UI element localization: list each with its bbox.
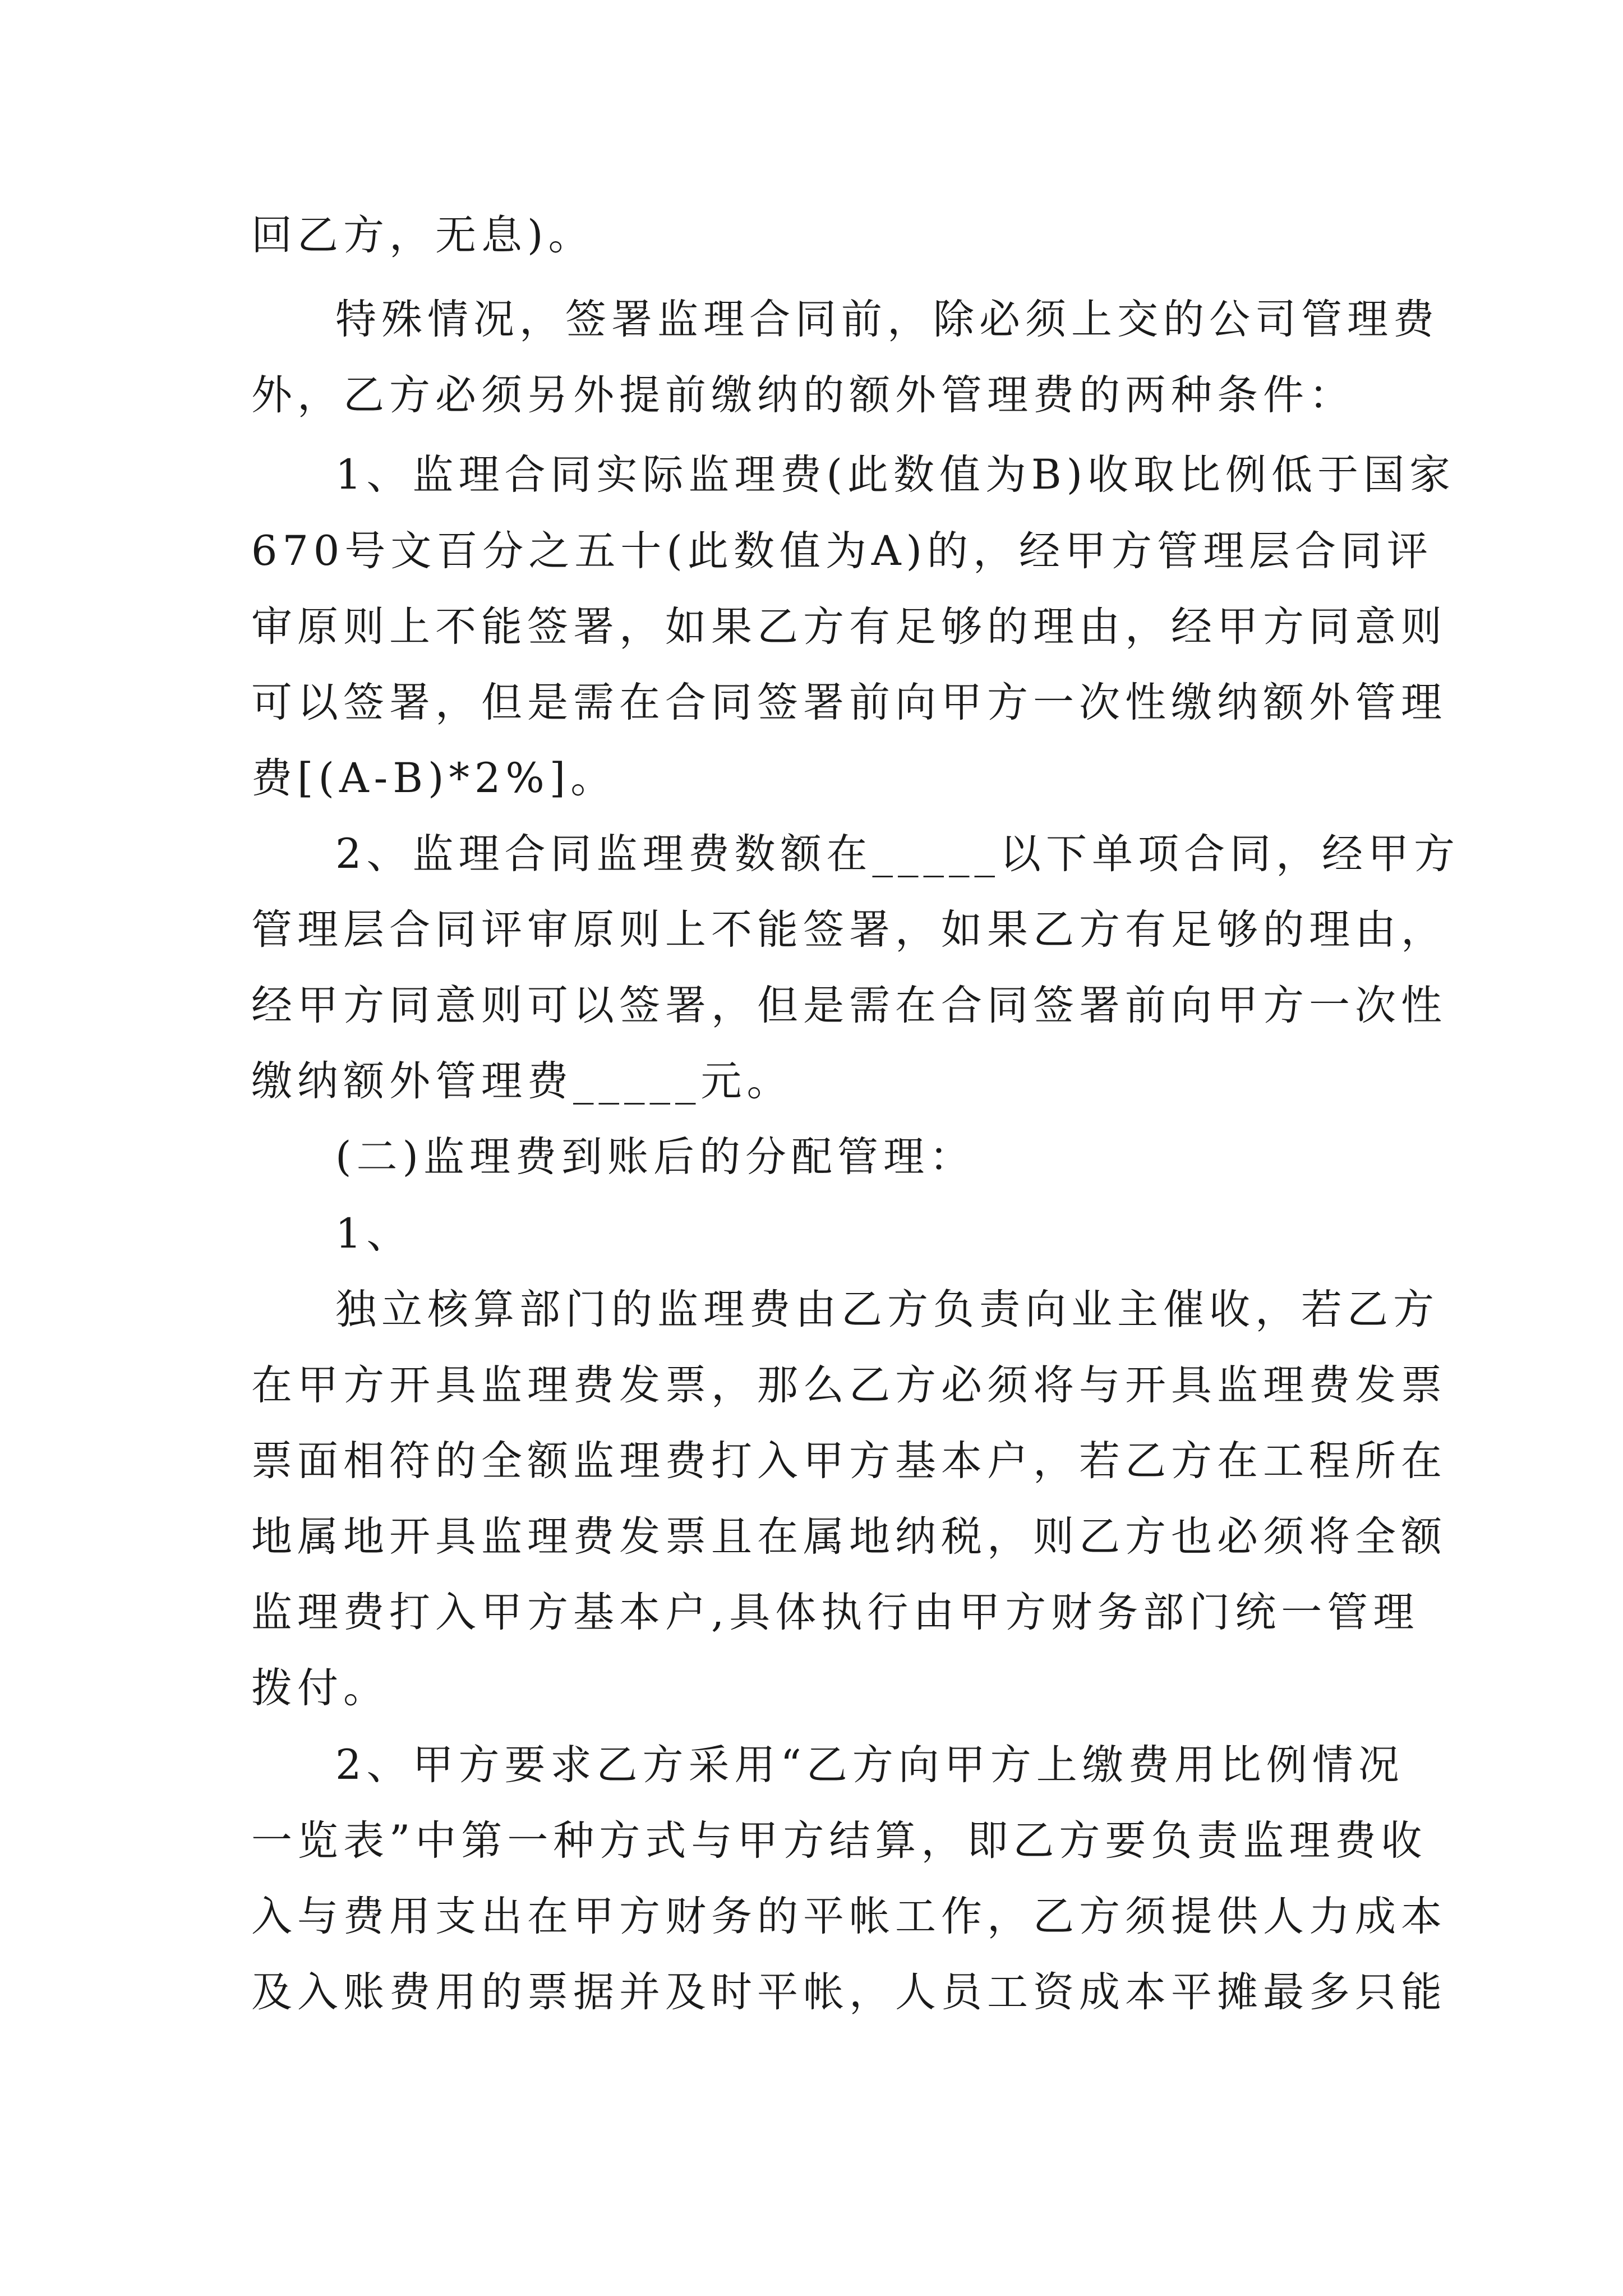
text-line: 监理费打入甲方基本户,具体执行由甲方财务部门统一管理 <box>251 1589 1419 1636</box>
text-line: 可以签署，但是需在合同签署前向甲方一次性缴纳额外管理 <box>251 679 1447 726</box>
text-line: 在甲方开具监理费发票，那么乙方必须将与开具监理费发票 <box>251 1361 1447 1409</box>
text-line: 670号文百分之五十(此数值为A)的，经甲方管理层合同评 <box>251 527 1433 575</box>
text-line: 独立核算部门的监理费由乙方负责向业主催收，若乙方 <box>335 1286 1439 1333</box>
text-line: 特殊情况，签署监理合同前，除必须上交的公司管理费 <box>335 296 1439 343</box>
text-line: 一览表”中第一种方式与甲方结算，即乙方要负责监理费收 <box>251 1817 1427 1865</box>
text-line: 1、 <box>335 1210 413 1258</box>
section-heading: (二)监理费到账后的分配管理： <box>335 1133 975 1181</box>
text-line: 回乙方，无息)。 <box>251 211 594 259</box>
text-line: 地属地开具监理费发票且在属地纳税，则乙方也必须将全额 <box>251 1513 1447 1561</box>
text-line: 费[(A-B)*2%]。 <box>251 754 617 802</box>
text-line: 缴纳额外管理费_____元。 <box>251 1057 793 1105</box>
text-line: 审原则上不能签署，如果乙方有足够的理由，经甲方同意则 <box>251 603 1447 651</box>
text-line: 及入账费用的票据并及时平帐，人员工资成本平摊最多只能 <box>251 1968 1447 2016</box>
text-line: 票面相符的全额监理费打入甲方基本户，若乙方在工程所在 <box>251 1437 1447 1485</box>
text-line: 管理层合同评审原则上不能签署，如果乙方有足够的理由， <box>251 906 1447 954</box>
text-line: 入与费用支出在甲方财务的平帐工作，乙方须提供人力成本 <box>251 1893 1447 1940</box>
text-line: 拨付。 <box>251 1664 389 1712</box>
text-line: 2、甲方要求乙方采用“乙方向甲方上缴费用比例情况 <box>335 1741 1404 1789</box>
text-line: 2、监理合同监理费数额在_____以下单项合同，经甲方 <box>335 830 1460 878</box>
text-line: 经甲方同意则可以签署，但是需在合同签署前向甲方一次性 <box>251 982 1447 1029</box>
text-line: 外，乙方必须另外提前缴纳的额外管理费的两种条件： <box>251 371 1355 419</box>
text-line: 1、监理合同实际监理费(此数值为B)收取比例低于国家 <box>335 451 1456 499</box>
